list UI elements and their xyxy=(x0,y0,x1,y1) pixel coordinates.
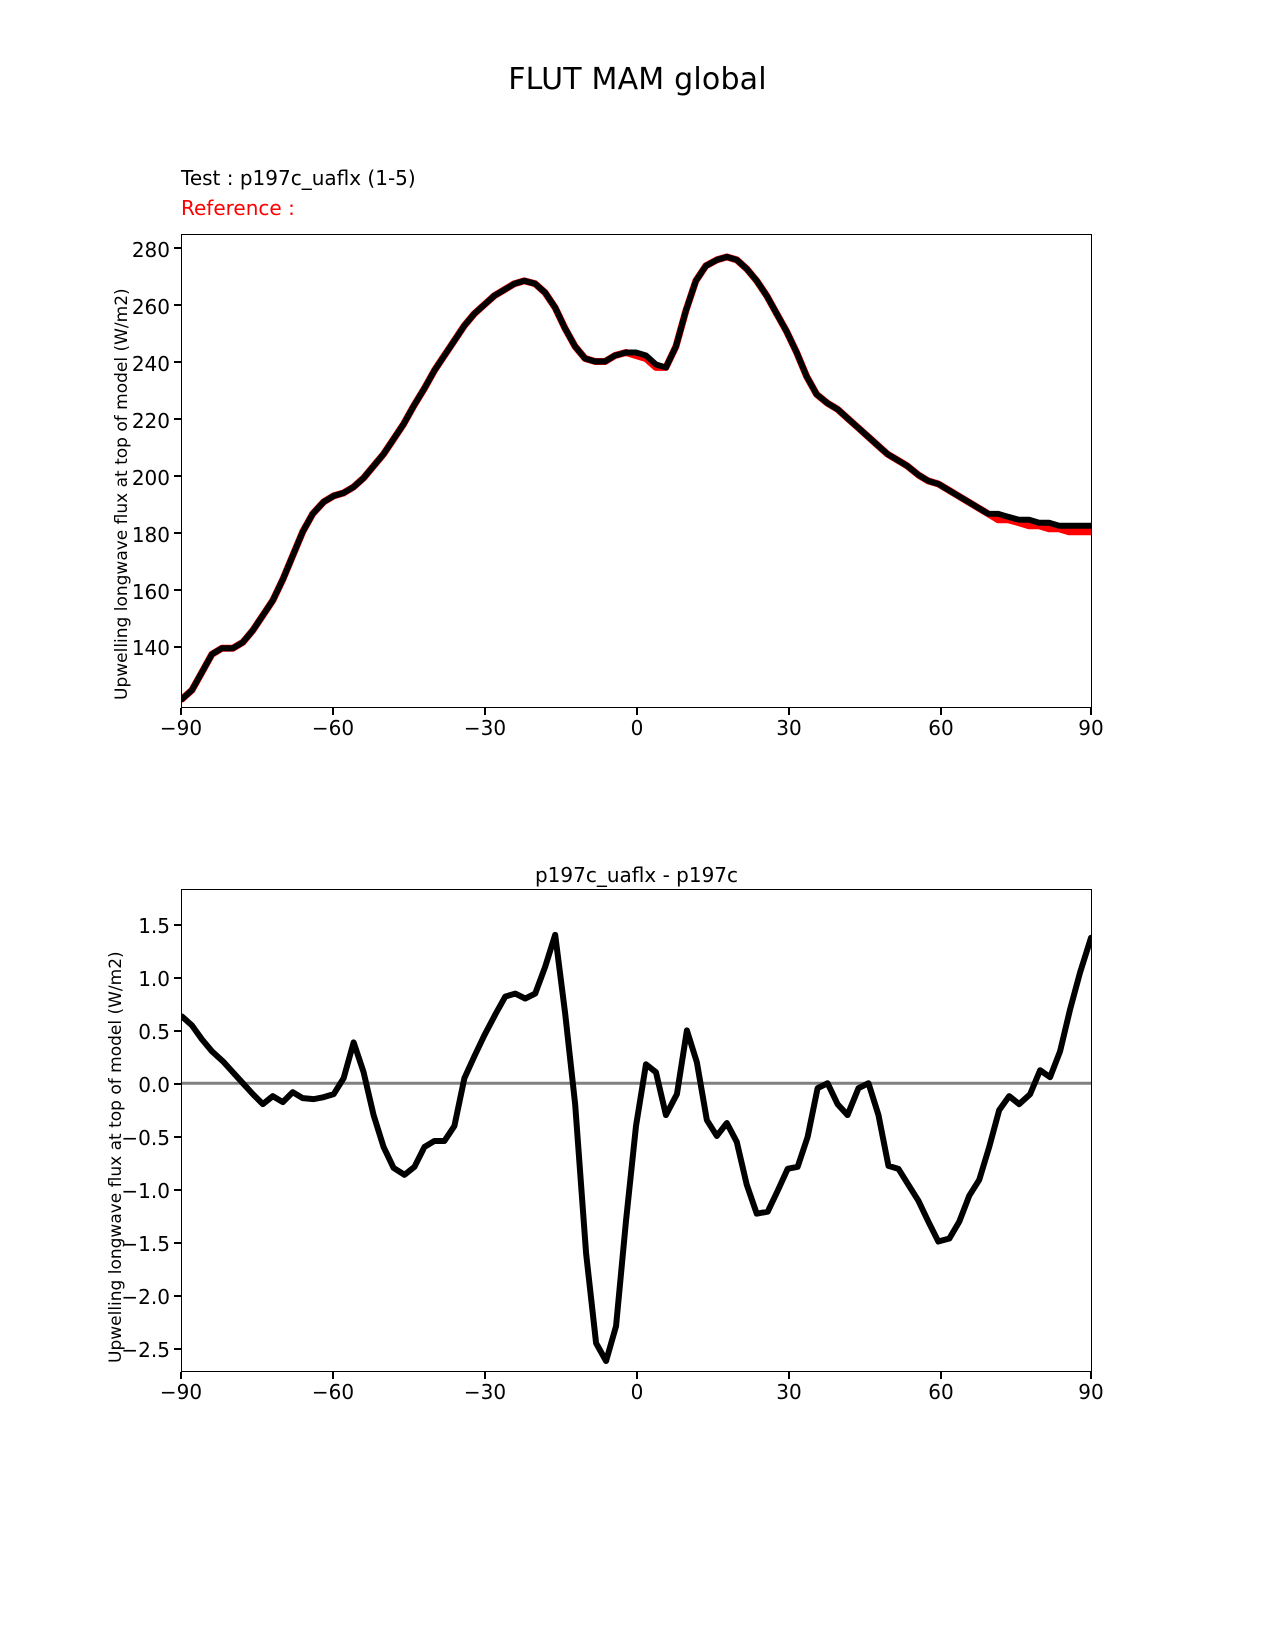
top-panel-xtick: 0 xyxy=(630,716,644,740)
bottom-panel-title: p197c_uaflx - p197c xyxy=(534,863,739,887)
figure-title: FLUT MAM global xyxy=(508,62,767,97)
top-panel-xtick: 90 xyxy=(1078,716,1104,740)
bottom-panel-xtick: 60 xyxy=(928,1380,954,1404)
top-panel-ytick: 180 xyxy=(131,523,170,547)
bottom-panel-plot-area xyxy=(181,889,1092,1372)
bottom-panel-curve xyxy=(182,890,1091,1371)
bottom-panel-xtickmark xyxy=(332,1372,334,1379)
bottom-panel-xtick: −60 xyxy=(311,1380,355,1404)
top-panel-ytick: 240 xyxy=(131,352,170,376)
bottom-panel-ytickmark xyxy=(174,1136,181,1138)
bottom-panel-xtickmark xyxy=(484,1372,486,1379)
bottom-panel-xtick: −30 xyxy=(463,1380,507,1404)
top-panel-ytick: 160 xyxy=(131,580,170,604)
bottom-panel-ytick: −2.5 xyxy=(121,1338,170,1362)
bottom-panel-ytick: −0.5 xyxy=(121,1126,170,1150)
top-panel-xtick: −90 xyxy=(159,716,203,740)
bottom-panel-xtick: 0 xyxy=(630,1380,644,1404)
top-panel-ytick: 260 xyxy=(131,295,170,319)
bottom-panel-xtick: 30 xyxy=(776,1380,802,1404)
legend-reference-label: Reference : xyxy=(181,196,295,220)
top-panel-xtick: −30 xyxy=(463,716,507,740)
bottom-panel-xtick: −90 xyxy=(159,1380,203,1404)
top-panel-xtick: −60 xyxy=(311,716,355,740)
bottom-panel-ytick: 1.0 xyxy=(138,967,170,991)
bottom-panel-xtickmark xyxy=(1090,1372,1092,1379)
bottom-panel-xtickmark xyxy=(940,1372,942,1379)
bottom-panel-ytickmark xyxy=(174,1295,181,1297)
top-panel-ytick: 220 xyxy=(131,409,170,433)
top-panel-ylabel: Upwelling longwave flux at top of model (W/m2) xyxy=(112,288,132,700)
top-panel-xtick: 30 xyxy=(776,716,802,740)
bottom-panel-xtick: 90 xyxy=(1078,1380,1104,1404)
bottom-panel-ytickmark xyxy=(174,924,181,926)
bottom-panel-ytickmark xyxy=(174,1083,181,1085)
bottom-panel-xtickmark xyxy=(788,1372,790,1379)
top-panel-xtick: 60 xyxy=(928,716,954,740)
bottom-panel-ytick: −2.0 xyxy=(121,1285,170,1309)
bottom-panel-ytickmark xyxy=(174,977,181,979)
bottom-panel-ytickmark xyxy=(174,1348,181,1350)
bottom-panel-ytickmark xyxy=(174,1189,181,1191)
difference-series-line xyxy=(182,935,1091,1361)
bottom-panel-xtickmark xyxy=(180,1372,182,1379)
top-panel-ytick: 140 xyxy=(131,636,170,660)
top-panel-ytick: 280 xyxy=(131,238,170,262)
bottom-panel-ytick: 1.5 xyxy=(138,914,170,938)
legend-test-label: Test : p197c_uaflx (1-5) xyxy=(181,166,416,190)
bottom-panel-ytick: −1.5 xyxy=(121,1232,170,1256)
bottom-panel-ytickmark xyxy=(174,1242,181,1244)
bottom-panel-ylabel: Upwelling longwave flux at top of model (W/m2) xyxy=(106,951,126,1363)
bottom-panel-ytickmark xyxy=(174,1030,181,1032)
bottom-panel-ytick: −1.0 xyxy=(121,1179,170,1203)
bottom-panel-ytick: 0.5 xyxy=(138,1020,170,1044)
bottom-panel-xtickmark xyxy=(636,1372,638,1379)
bottom-panel-ytick: 0.0 xyxy=(138,1073,170,1097)
top-panel-ytick: 200 xyxy=(131,466,170,490)
